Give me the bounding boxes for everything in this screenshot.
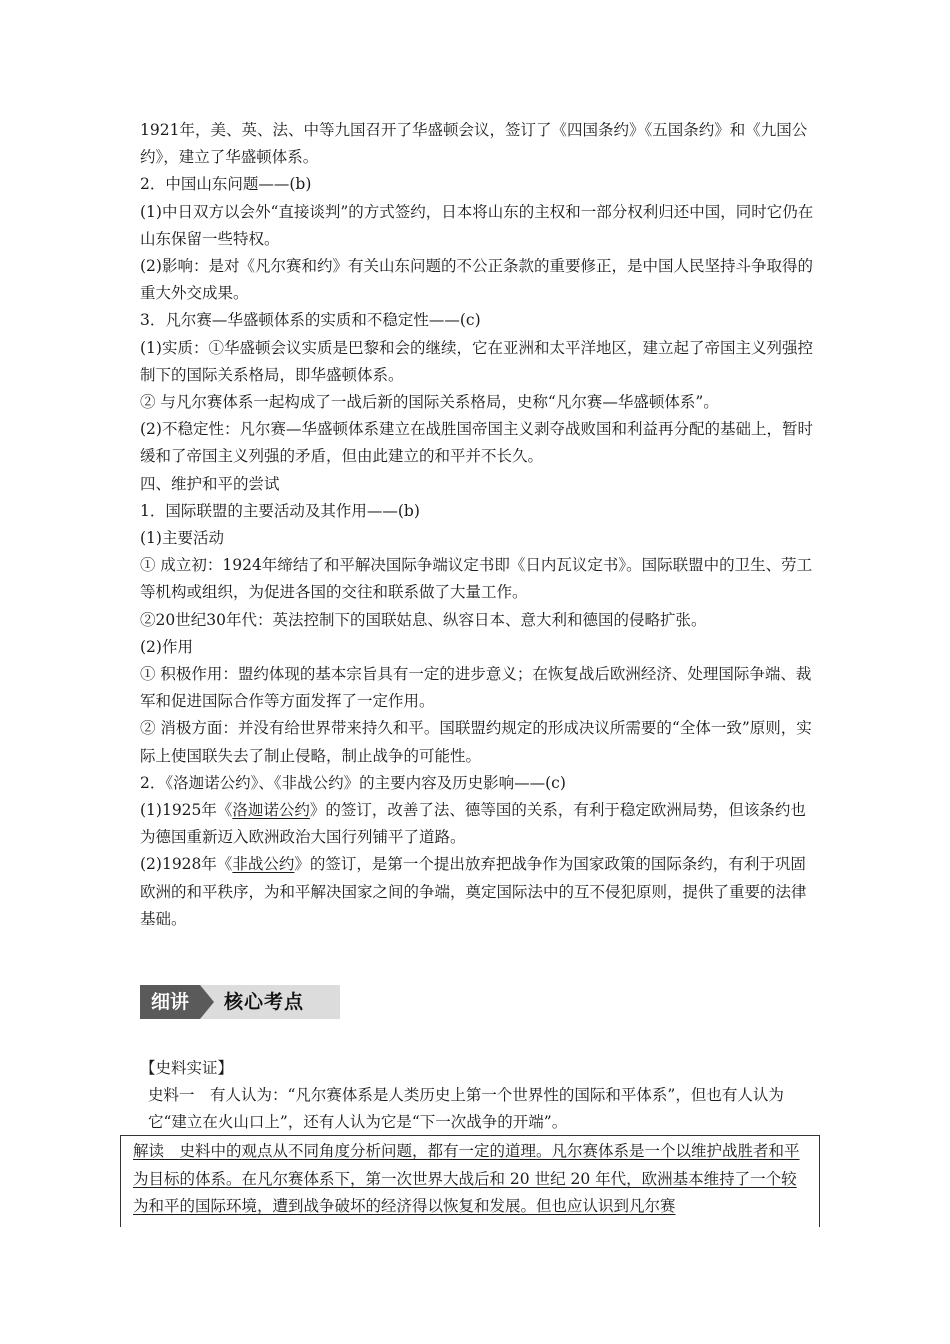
paragraph: (1)实质：①华盛顿会议实质是巴黎和会的继续，它在亚洲和太平洋地区，建立起了帝国主义列强控制下的国际关系格局，即华盛顿体系。 bbox=[140, 338, 813, 384]
evidence-source: 史料一 有人认为：“凡尔赛体系是人类历史上第一个世界性的国际和平体系”，但也有人认为它“建立在火山口上”，还有人认为它是“下一次战争的开端”。 bbox=[148, 1086, 784, 1132]
evidence-heading: 【史料实证】 bbox=[140, 1059, 234, 1077]
paragraph-locarno bbox=[140, 797, 820, 851]
paragraph: (1)中日双方以会外“直接谈判”的方式签约，日本将山东的主权和一部分权利归还中国，同时它仍在山东保留一些特权。 bbox=[140, 202, 814, 248]
section-heading: 1．国际联盟的主要活动及其作用——(b) bbox=[140, 501, 420, 520]
analysis-body: 史料中的观点从不同角度分析问题，都有一定的道理。凡尔赛体系是一个以维护战胜者和平为目标的体系。在凡尔赛体系下，第一次世界大战后和 20 世纪 20 年代，欧洲基本维持了一个较为和平的国际环境，遭到战争破坏的经济得以恢复和发展。但也应认识到凡尔赛 bbox=[133, 1142, 800, 1215]
banner-label-left: 细讲 bbox=[140, 985, 200, 1019]
underlined-term: 洛迦诺公约 bbox=[232, 801, 310, 820]
evidence-section bbox=[140, 1055, 820, 1137]
paragraph-kellogg bbox=[140, 851, 820, 933]
text-fragment: (2)1928年《 bbox=[140, 855, 233, 874]
section-heading: 2．中国山东问题——(b) bbox=[140, 175, 312, 194]
paragraph: (2)不稳定性：凡尔赛—华盛顿体系建立在战胜国帝国主义剥夺战败国和利益再分配的基础上，暂时缓和了帝国主义列强的矛盾，但由此建立的和平并不长久。 bbox=[140, 420, 813, 466]
text-fragment: (1)1925年《 bbox=[140, 801, 233, 820]
subheading: (2)作用 bbox=[140, 637, 193, 656]
banner-arrow-icon bbox=[200, 985, 214, 1019]
paragraph: (2)影响：是对《凡尔赛和约》有关山东问题的不公正条款的重要修正，是中国人民坚持斗争取得的重大外交成果。 bbox=[140, 257, 813, 303]
paragraph: ① 成立初：1924年缔结了和平解决国际争端议定书即《日内瓦议定书》。国际联盟中的卫生、劳工等机构或组织，为促进各国的交往和联系做了大量工作。 bbox=[140, 556, 813, 602]
main-text bbox=[140, 117, 820, 933]
underlined-term: 非战公约 bbox=[232, 855, 295, 874]
analysis-text bbox=[133, 1138, 809, 1221]
banner-label-right: 核心考点 bbox=[224, 991, 305, 1013]
paragraph: ② 消极方面：并没有给世界带来持久和平。国联盟约规定的形成决议所需要的“全体一致”原则，实际上使国联失去了制止侵略，制止战争的可能性。 bbox=[140, 719, 812, 765]
section-banner bbox=[140, 985, 340, 1019]
paragraph: ② 与凡尔赛体系一起构成了一战后新的国际关系格局，史称“凡尔赛—华盛顿体系”。 bbox=[140, 393, 719, 412]
paragraph: ① 积极作用：盟约体现的基本宗旨具有一定的进步意义；在恢复战后欧洲经济、处理国际争端、裁军和促进国际合作等方面发挥了一定作用。 bbox=[140, 665, 812, 711]
subheading: (1)主要活动 bbox=[140, 529, 224, 548]
analysis-label: 解读 bbox=[133, 1142, 165, 1160]
chapter-heading: 四、维护和平的尝试 bbox=[140, 474, 280, 493]
analysis-box bbox=[120, 1135, 820, 1227]
paragraph: ②20世纪30年代：英法控制下的国联姑息、纵容日本、意大利和德国的侵略扩张。 bbox=[140, 610, 707, 629]
text-fragment: 》的签订，改善了法、德等国的关系，有利于稳定欧洲局势，但该条约也为德国重新迈入欧洲政治大国行列铺平了道路。 bbox=[140, 801, 806, 847]
section-heading: 3．凡尔赛—华盛顿体系的实质和不稳定性——(c) bbox=[140, 311, 481, 330]
text-fragment: 》的签订，是第一个提出放弃把战争作为国家政策的国际条约，有利于巩固欧洲的和平秩序，为和平解决国家之间的争端，奠定国际法中的互不侵犯原则，提供了重要的法律基础。 bbox=[140, 855, 807, 928]
section-heading: 2．《洛迦诺公约》、《非战公约》的主要内容及历史影响——(c) bbox=[140, 773, 566, 792]
paragraph: 1921年，美、英、法、中等九国召开了华盛顿会议，签订了《四国条约》《五国条约》和《九国公约》，建立了华盛顿体系。 bbox=[140, 121, 808, 167]
